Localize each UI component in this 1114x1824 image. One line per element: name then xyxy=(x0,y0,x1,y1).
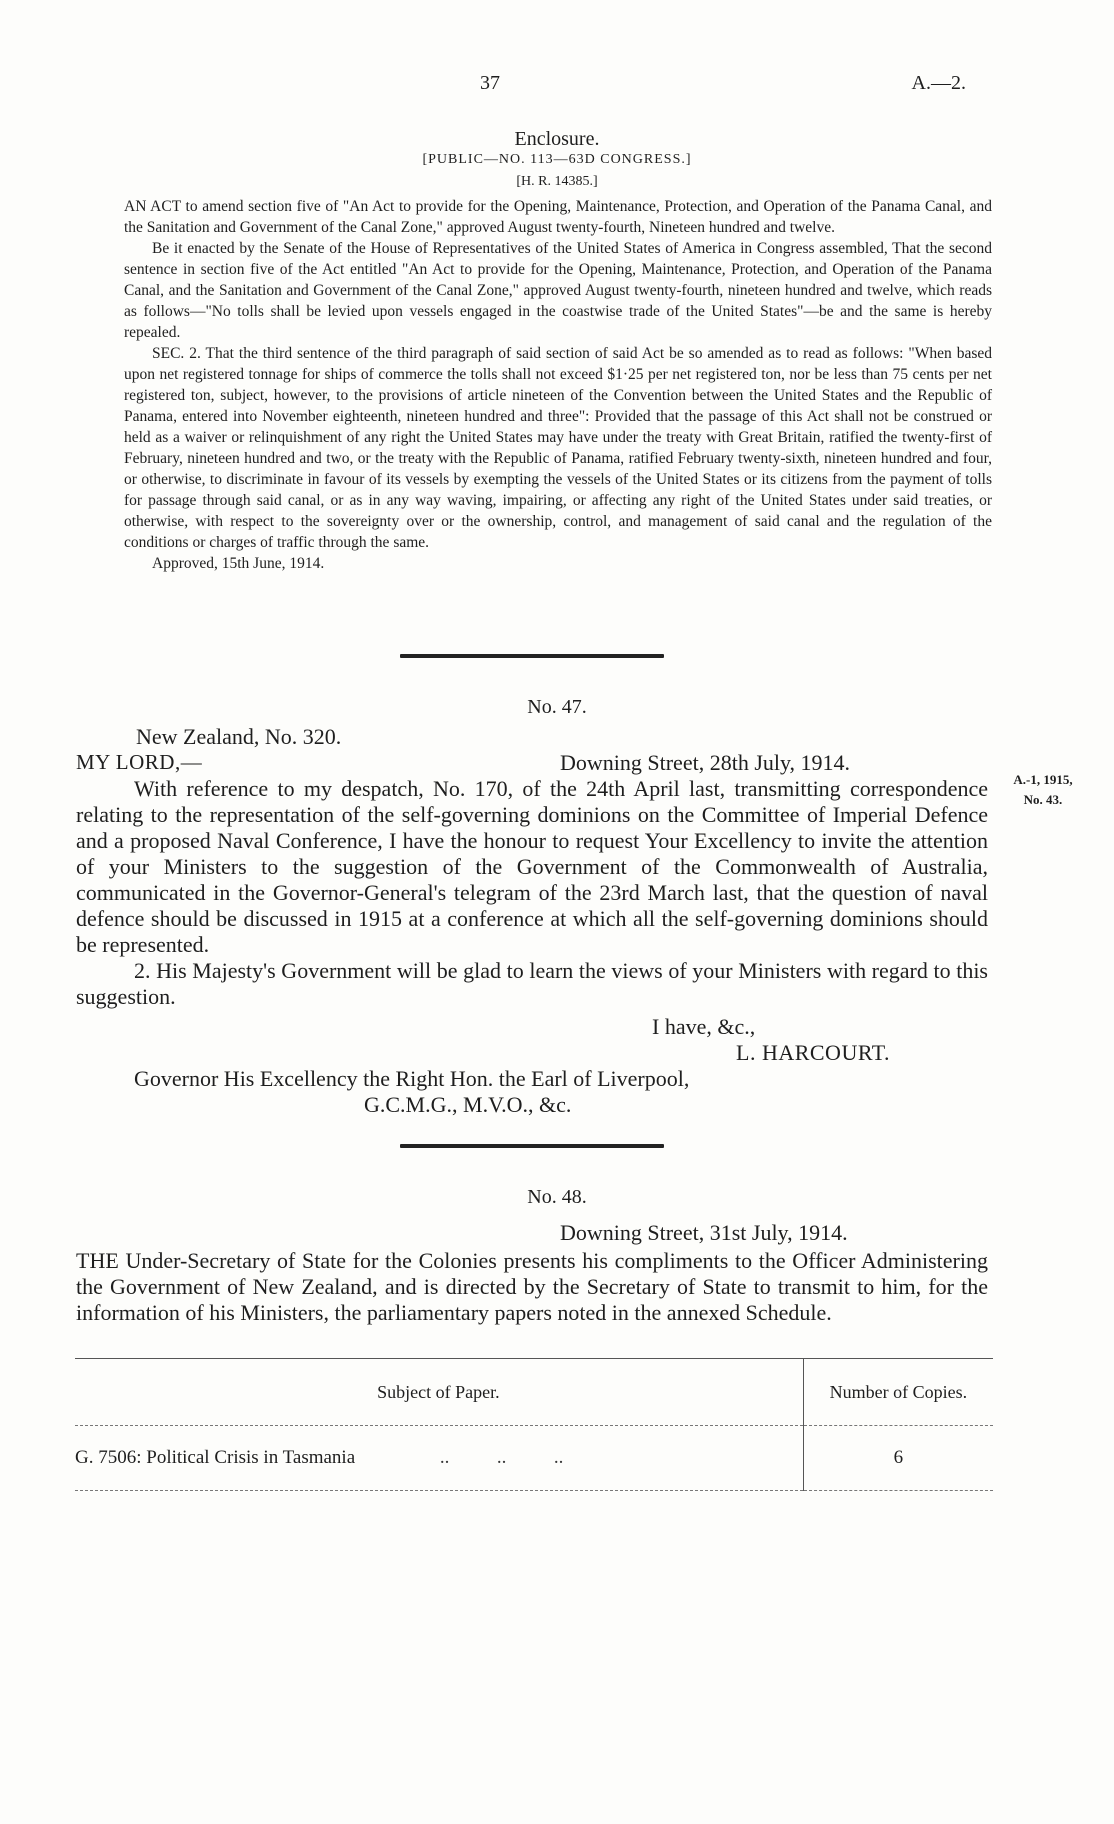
section-2-paragraph: SEC. 2. That the third sentence of the third paragraph of said section of said Act be so amended as to read as follows: "When based upon net registered tonnage for ships of commerce the tolls shall not exceed $1·25 per net registered ton, nor be less than 75 cents per net registered ton, subject, however, to the provisions of article nineteen of the Convention between the United States and the Republic of Panama, entered into November eighteenth, nineteen hundred and three": Provided that the passage of this Act shall not be construed or held as a waiver or relinquishment of any right the United States may have under the treaty with Great Britain, ratified the twenty-first of February, nineteen hundred and two, or the treaty with the Republic of Panama, ratified February twenty-sixth, nineteen hundred and four, or otherwise, to discriminate in favour of its vessels by exempting the vessels of the United States or its citizens from the payment of tolls for passage through said canal, or as in any way waving, impairing, or affecting any right of the United States under said treaties, or otherwise, with respect to the sovereignty over or the ownership, control, and management of said canal and the regulation of the conditions or charges of traffic through the same. xyxy=(124,345,992,551)
margin-note-line-1: A.-1, 1915, xyxy=(1013,772,1073,787)
table-header-row xyxy=(75,1359,993,1426)
page-number: 37 xyxy=(480,72,500,94)
no-48-paragraph: THE Under-Secretary of State for the Colonies presents his compliments to the Officer Administering the Government of New Zealand, and is directed by the Secretary of State to transmit to him, for the information of his Ministers, the parliamentary papers noted in the annexed Schedule. xyxy=(76,1248,988,1325)
section-divider xyxy=(400,654,664,658)
no-48-body xyxy=(76,1248,988,1326)
enclosure-body xyxy=(124,196,992,574)
schedule-table xyxy=(75,1358,993,1491)
table-cell-copies: 6 xyxy=(803,1426,993,1491)
column-header-copies: Number of Copies. xyxy=(803,1359,993,1426)
paper-subject: G. 7506: Political Crisis in Tasmania xyxy=(75,1447,356,1468)
margin-note xyxy=(997,770,1089,810)
no-47-body xyxy=(76,776,988,1010)
closing: I have, &c., xyxy=(652,1014,756,1039)
no-47-heading: No. 47. xyxy=(527,696,587,718)
table-cell-subject xyxy=(75,1426,803,1491)
no-48-place-date: Downing Street, 31st July, 1914. xyxy=(560,1220,848,1245)
no-47-place-date: Downing Street, 28th July, 1914. xyxy=(560,750,851,775)
approval-line: Approved, 15th June, 1914. xyxy=(152,555,325,572)
dispatch-reference: New Zealand, No. 320. xyxy=(136,724,342,749)
leader-dots: .. .. .. xyxy=(439,1447,564,1468)
signature: L. HARCOURT. xyxy=(736,1040,890,1065)
salutation: MY LORD,— xyxy=(76,750,203,774)
enactment-paragraph: Be it enacted by the Senate of the House of Representatives of the United States of America in Congress assembled, That the second sentence in section five of the Act entitled "An Act to provide for the Opening, Maintenance, Protection, and Operation of the Panama Canal, and the Sanitation and Government of the Canal Zone," approved August twenty-fourth, nineteen hundred and twelve, which reads as follows—"No tolls shall be levied upon vessels engaged in the coastwise trade of the United States"—be and the same is hereby repealed. xyxy=(124,240,992,341)
enclosure-title: Enclosure. xyxy=(514,128,600,150)
no-47-paragraph-2: 2. His Majesty's Government will be glad to learn the views of your Ministers with regard to this suggestion. xyxy=(76,958,988,1009)
no-48-heading: No. 48. xyxy=(527,1186,587,1208)
table-row xyxy=(75,1426,993,1491)
margin-note-line-2: No. 43. xyxy=(1023,792,1063,807)
section-divider xyxy=(400,1144,664,1148)
no-47-paragraph-1: With reference to my despatch, No. 170, of the 24th April last, transmitting correspondence relating to the representation of the self-governing dominions on the Committee of Imperial Defence and a proposed Naval Conference, I have the honour to request Your Excellency to invite the attention of your Ministers to the suggestion of the Government of the Commonwealth of Australia, communicated in the Governor-General's telegram of the 23rd March last, that the question of naval defence should be discussed in 1915 at a conference at which all the self-governing dominions should be represented. xyxy=(76,776,988,957)
addressee-line-1: Governor His Excellency the Right Hon. the Earl of Liverpool, xyxy=(134,1066,690,1091)
paper-reference: A.—2. xyxy=(911,72,966,94)
public-law-reference: [PUBLIC—NO. 113—63D CONGRESS.] xyxy=(422,152,692,167)
bill-reference: [H. R. 14385.] xyxy=(516,174,598,189)
act-title-paragraph: AN ACT to amend section five of "An Act to provide for the Opening, Maintenance, Protection, and Operation of the Panama Canal, and the Sanitation and Government of the Canal Zone," approved August twenty-fourth, Nineteen hundred and twelve. xyxy=(124,198,992,236)
addressee-line-2: G.C.M.G., M.V.O., &c. xyxy=(364,1092,572,1117)
column-header-subject: Subject of Paper. xyxy=(75,1359,803,1426)
